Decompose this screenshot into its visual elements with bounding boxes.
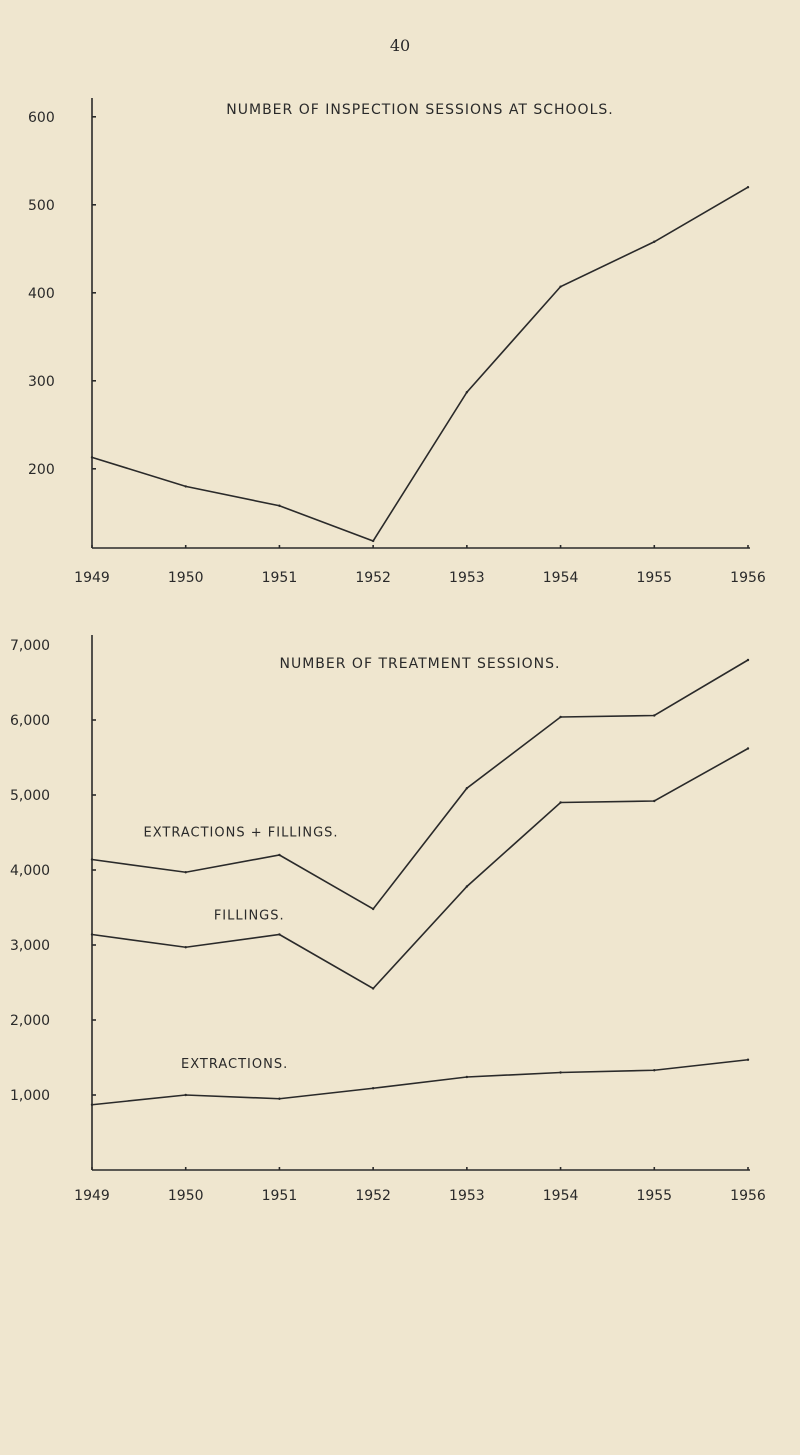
data-point [278, 1098, 280, 1100]
x-tick-label: 1951 [261, 570, 298, 586]
x-tick-label: 1955 [636, 570, 673, 586]
x-tick-label: 1953 [449, 1188, 485, 1204]
series-label: FILLINGS. [213, 908, 285, 924]
data-point [185, 1094, 187, 1096]
series-label: EXTRACTIONS. [181, 1057, 289, 1072]
y-tick-label: 300 [28, 373, 55, 390]
data-point [372, 540, 374, 542]
data-point [91, 456, 93, 458]
series-label: EXTRACTIONS + FILLINGS. [143, 825, 339, 841]
treatment-sessions-chart [0, 620, 800, 1420]
data-point [653, 800, 655, 802]
y-tick-label: 4,000 [10, 863, 51, 879]
data-point [559, 801, 561, 803]
data-point [278, 933, 280, 935]
chart-title: NUMBER OF TREATMENT SESSIONS. [279, 656, 561, 672]
x-tick-label: 1954 [542, 1188, 579, 1204]
data-point [185, 946, 187, 948]
y-tick-label: 500 [28, 197, 55, 214]
y-tick-label: 7,000 [10, 638, 51, 654]
y-tick-label: 2,000 [10, 1013, 51, 1029]
y-tick-label: 200 [28, 461, 55, 478]
x-tick-label: 1955 [636, 1188, 673, 1204]
data-point [91, 1104, 93, 1106]
x-tick-label: 1950 [167, 570, 204, 586]
x-tick-label: 1956 [730, 570, 766, 586]
x-tick-label: 1949 [74, 1188, 110, 1204]
x-tick-label: 1950 [167, 1188, 204, 1204]
x-tick-label: 1954 [542, 570, 579, 586]
data-point [278, 505, 280, 507]
data-point [278, 854, 280, 856]
data-point [185, 871, 187, 873]
x-tick-label: 1956 [730, 1188, 766, 1204]
data-point [747, 186, 749, 188]
data-point [372, 987, 374, 989]
data-point [747, 1059, 749, 1061]
data-point [372, 908, 374, 910]
data-point [653, 241, 655, 243]
data-point [91, 933, 93, 935]
x-tick-label: 1952 [355, 570, 391, 586]
page-number: 40 [389, 36, 411, 55]
data-point [747, 659, 749, 661]
data-point [91, 858, 93, 860]
data-point [559, 716, 561, 718]
y-tick-label: 6,000 [10, 713, 51, 729]
x-tick-label: 1949 [74, 570, 110, 586]
data-point [747, 747, 749, 749]
data-point [653, 714, 655, 716]
data-point [185, 485, 187, 487]
series-line [92, 660, 748, 909]
y-tick-label: 1,000 [10, 1088, 51, 1104]
data-point [372, 1087, 374, 1089]
y-tick-label: 3,000 [10, 938, 51, 954]
y-tick-label: 400 [28, 285, 55, 302]
x-tick-label: 1953 [449, 570, 485, 586]
y-tick-label: 600 [28, 109, 55, 126]
x-tick-label: 1952 [355, 1188, 391, 1204]
data-point [466, 787, 468, 789]
inspection-sessions-chart [0, 80, 800, 600]
data-point [466, 391, 468, 393]
series-line [92, 749, 748, 989]
data-point [466, 885, 468, 887]
data-point [559, 285, 561, 287]
y-tick-label: 5,000 [10, 788, 51, 804]
series-line [92, 187, 748, 541]
chart-title: NUMBER OF INSPECTION SESSIONS AT SCHOOLS. [226, 102, 614, 118]
data-point [466, 1076, 468, 1078]
x-tick-label: 1951 [261, 1188, 298, 1204]
data-point [559, 1071, 561, 1073]
data-point [653, 1069, 655, 1071]
